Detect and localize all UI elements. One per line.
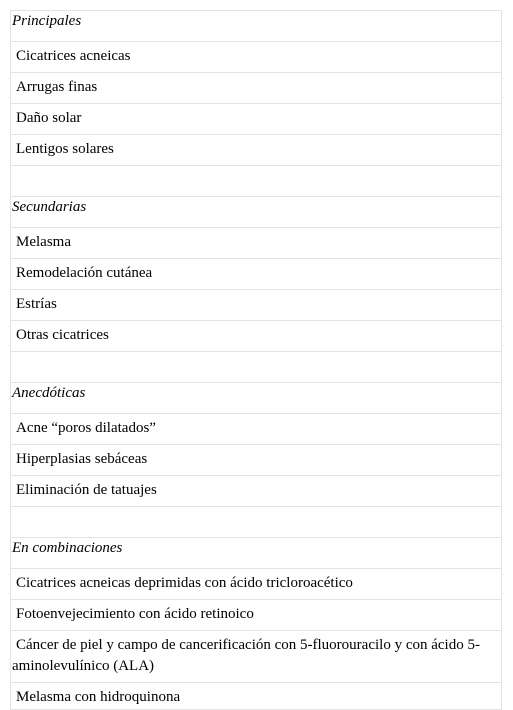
empty-cell (11, 507, 502, 538)
list-item (11, 228, 502, 259)
section-header-anecdoticas: Anecdóticas (11, 383, 502, 414)
indications-table (10, 10, 502, 710)
list-item (11, 569, 502, 600)
spacer-row (11, 352, 502, 383)
section-header-en-combinaciones: En combinaciones (11, 538, 502, 569)
list-item-label: Daño solar (16, 110, 82, 126)
section-header-row (11, 11, 502, 42)
list-item (11, 42, 502, 73)
table-row (11, 631, 502, 683)
list-item (11, 259, 502, 290)
table-row (11, 228, 502, 259)
list-item (11, 73, 502, 104)
table-row (11, 73, 502, 104)
table-row (11, 104, 502, 135)
table-row (11, 600, 502, 631)
list-item (11, 631, 502, 683)
list-item-label: Otras cicatrices (16, 327, 109, 343)
section-header-row (11, 197, 502, 228)
table-row (11, 259, 502, 290)
table-row (11, 290, 502, 321)
list-item-label: Hiperplasias sebáceas (16, 451, 148, 467)
empty-cell (11, 166, 502, 197)
list-item-label: Acne “poros dilatados” (16, 420, 156, 436)
list-item-label: Melasma con hidroquinona (16, 689, 181, 705)
list-item (11, 683, 502, 710)
list-item (11, 135, 502, 166)
table-row (11, 476, 502, 507)
spacer-row (11, 507, 502, 538)
table-row (11, 445, 502, 476)
list-item-label: Remodelación cutánea (16, 265, 153, 281)
list-item-label: Melasma (16, 234, 71, 250)
list-item-label: Lentigos solares (16, 141, 114, 157)
list-item-label: Fotoenvejecimiento con ácido retinoico (16, 606, 254, 622)
list-item (11, 290, 502, 321)
empty-cell (11, 352, 502, 383)
list-item-label: Cáncer de piel y campo de cancerificación con 5-fluorouracilo y con ácido 5-aminolevulínico (ALA) (12, 637, 480, 674)
table-row (11, 414, 502, 445)
list-item-label: Arrugas finas (16, 79, 98, 95)
list-item (11, 600, 502, 631)
table-row (11, 321, 502, 352)
list-item (11, 321, 502, 352)
table-row (11, 42, 502, 73)
list-item (11, 476, 502, 507)
list-item-label: Cicatrices acneicas deprimidas con ácido tricloroacético (16, 575, 353, 591)
list-item (11, 104, 502, 135)
table-row (11, 683, 502, 710)
section-header-row (11, 383, 502, 414)
list-item-label: Eliminación de tatuajes (16, 482, 157, 498)
section-header-principales: Principales (11, 11, 502, 42)
section-header-row (11, 538, 502, 569)
table-row (11, 135, 502, 166)
list-item (11, 445, 502, 476)
table-row (11, 569, 502, 600)
section-header-secundarias: Secundarias (11, 197, 502, 228)
spacer-row (11, 166, 502, 197)
list-item (11, 414, 502, 445)
list-item-label: Estrías (16, 296, 57, 312)
list-item-label: Cicatrices acneicas (16, 48, 131, 64)
